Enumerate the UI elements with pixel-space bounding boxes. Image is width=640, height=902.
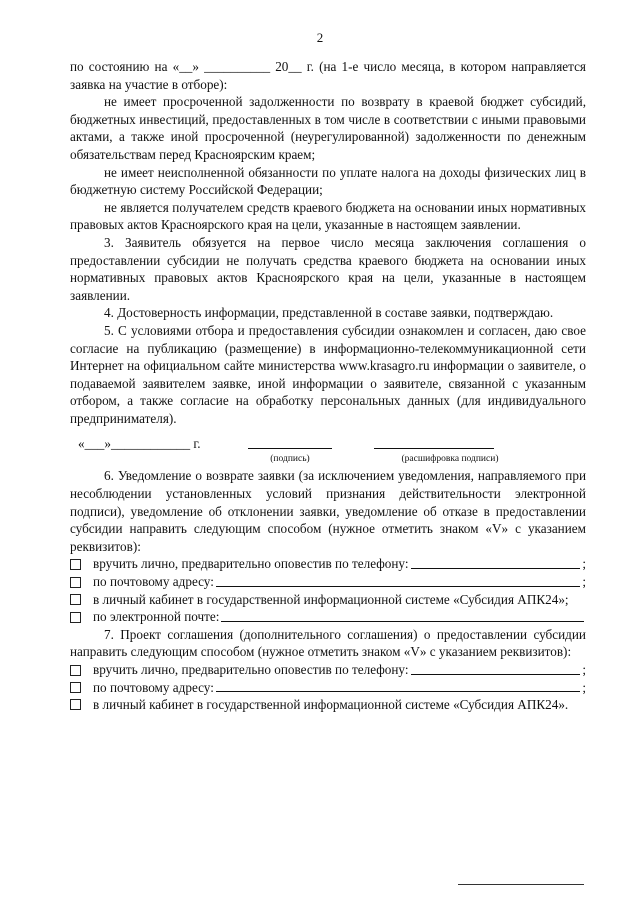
signature-block <box>70 435 586 467</box>
checkbox-6-mail[interactable] <box>70 577 81 588</box>
option7-cabinet <box>70 696 586 714</box>
checkbox-7-mail[interactable] <box>70 682 81 693</box>
option7-phone-field[interactable] <box>411 673 581 675</box>
option6-mail <box>70 573 586 591</box>
option7-phone-label: вручить лично, предварительно оповестив по телефону: <box>93 662 409 677</box>
signature-decoding-caption: (расшифровка подписи) <box>401 454 499 465</box>
option6-email-field[interactable] <box>221 620 584 622</box>
option6-phone-field[interactable] <box>411 567 581 569</box>
option6-phone-end: ; <box>582 556 586 572</box>
page-number: 2 <box>316 30 324 45</box>
paragraph-no-debt: не имеет просроченной задолженности по возврату в краевой бюджет субсидий, бюджетных инвестиций, предоставленных в том числе в соответствии с иными правовыми актами, а также иной просроченной (неурегулированной) задолженности по денежным обязательствам перед Красноярским краем; <box>70 94 586 162</box>
signature-decoding-line[interactable] <box>374 448 494 449</box>
checkbox-6-email[interactable] <box>70 612 81 623</box>
option6-phone <box>70 555 586 573</box>
paragraph-4: 4. Достоверность информации, представленной в составе заявки, подтверждаю. <box>104 305 554 321</box>
option6-cabinet <box>70 591 586 609</box>
signature-caption: (подпись) <box>270 454 310 465</box>
footer-line <box>458 884 584 885</box>
option6-email <box>70 608 586 626</box>
paragraph-not-recipient: не является получателем средств краевого бюджета на основании иных нормативных правовых актов Красноярского края на цели, указанные в настоящем заявлении. <box>70 199 586 233</box>
option7-mail <box>70 679 586 697</box>
option7-phone <box>70 661 586 679</box>
option6-mail-end: ; <box>582 574 586 590</box>
signature-date[interactable]: «___»____________ г. <box>78 436 201 452</box>
option6-mail-label: по почтовому адресу: <box>93 574 214 590</box>
option7-mail-field[interactable] <box>216 690 580 692</box>
option6-mail-field[interactable] <box>216 585 580 587</box>
option7-mail-end: ; <box>582 679 586 695</box>
checkbox-7-phone[interactable] <box>70 665 81 676</box>
signature-line[interactable] <box>248 448 332 449</box>
option7-cabinet-label: в личный кабинет в государственной информационной системе «Субсидия АПК24». <box>93 697 569 713</box>
checkbox-6-cabinet[interactable] <box>70 594 81 605</box>
option6-email-label: по электронной почте: <box>93 609 220 625</box>
option7-phone-end: ; <box>582 662 586 677</box>
checkbox-7-cabinet[interactable] <box>70 699 81 710</box>
paragraph-state-date: по состоянию на «__» __________ 20__ г. (на 1-е число месяца, в котором направляется заявка на участие в отборе): <box>70 59 586 92</box>
paragraph-3: 3. Заявитель обязуется на первое число месяца заключения соглашения о предоставлении субсидии не получать средства краевого бюджета на основании иных нормативных правовых актов Красноярского края на цели, указанные в настоящем заявлении. <box>70 234 586 303</box>
paragraph-no-tax-obligation: не имеет неисполненной обязанности по уплате налога на доходы физических лиц в бюджетную систему Российской Федерации; <box>70 164 586 198</box>
option7-mail-label: по почтовому адресу: <box>93 679 214 695</box>
option6-phone-label: вручить лично, предварительно оповестив по телефону: <box>93 556 409 572</box>
document-body <box>70 58 586 714</box>
paragraph-6: 6. Уведомление о возврате заявки (за исключением уведомления, направляемого при несоблюдении установленных условий признания действительности электронной подписи), уведомление об отклонении заявки, уведомление об отказе в предоставлении субсидии направить следующим способом (нужное отметить знаком «V» с указанием реквизитов): <box>70 468 586 554</box>
paragraph-7: 7. Проект соглашения (дополнительного соглашения) о предоставлении субсидии направить следующим способом (нужное отметить знаком «V» с указанием реквизитов): <box>70 626 586 660</box>
checkbox-6-phone[interactable] <box>70 559 81 570</box>
option6-cabinet-label: в личный кабинет в государственной информационной системе «Субсидия АПК24»; <box>93 591 569 607</box>
paragraph-5: 5. С условиями отбора и предоставления субсидии ознакомлен и согласен, даю свое согласие на публикацию (размещение) в информационно-телекоммуникационной сети Интернет на официальном сайте министерства www.krasagro.ru информации о заявителе, о подаваемой заявителем заявке, иной информации о заявителе, связанной с указанным отбором, а также согласие на обработку персональных данных (для индивидуального предпринимателя). <box>70 322 586 426</box>
